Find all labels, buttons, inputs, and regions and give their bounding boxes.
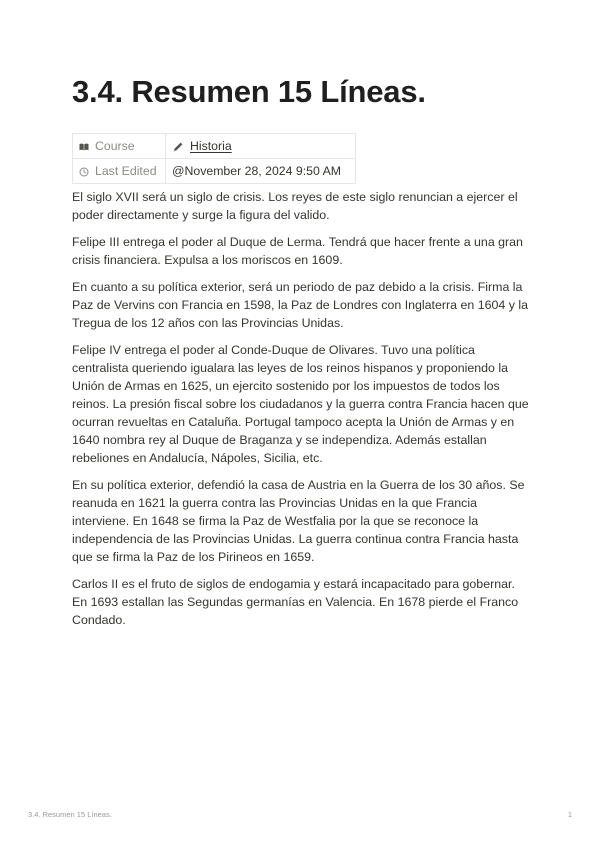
property-key-label: Last Edited xyxy=(95,164,157,178)
footer-title: 3.4. Resumen 15 Líneas. xyxy=(28,810,112,819)
book-icon xyxy=(79,143,89,151)
property-row-last-edited xyxy=(73,159,356,184)
property-key-label: Course xyxy=(95,139,135,153)
paragraph: Felipe III entrega el poder al Duque de Lerma. Tendrá que hacer frente a una gran crisis financiera. Expulsa a los moriscos en 1609. xyxy=(72,235,523,267)
course-link[interactable]: Historia xyxy=(190,139,232,153)
paragraph: El siglo XVII será un siglo de crisis. Los reyes de este siglo renuncian a ejercer el poder directamente y surge la figura del valido. xyxy=(72,190,518,222)
page-number: 1 xyxy=(567,810,572,819)
paragraph: Felipe IV entrega el poder al Conde-Duque de Olivares. Tuvo una política centralista queriendo igualara las leyes de los reinos hispanos y proponiendo la Unión de Armas en 1625, un ejercito sostenido por los impuestos de todos los reinos. La presión fiscal sobre los ciudadanos y la guerra contra Francia hacen que ocurran revueltas en Cataluña. Portugal tampoco acepta la Unión de Armas y en 1640 nombra rey al Duque de Braganza y se independiza. Además estallan rebeliones en Andalucía, Nápoles, Sicilia, etc. xyxy=(72,343,529,465)
property-row-course xyxy=(73,134,356,159)
pencil-icon xyxy=(172,141,184,153)
page-title: 3.4. Resumen 15 Líneas. xyxy=(72,74,426,109)
property-key-course xyxy=(73,134,166,159)
paragraph: Carlos II es el fruto de siglos de endogamia y estará incapacitado para gobernar. En 1693 estallan las Segundas germanías en Valencia. En 1678 pierde el Franco Condado. xyxy=(72,577,519,627)
property-value-last-edited: @November 28, 2024 9:50 AM xyxy=(166,159,356,184)
paragraph: En su política exterior, defendió la casa de Austria en la Guerra de los 30 años. Se reanuda en 1621 la guerra contra las Provincias Unidas en la que Francia interviene. En 1648 se firma la Paz de Westfalia por la que se reconoce la independencia de las Provincias Unidas. La guerra continua contra Francia hasta que se firma la Paz de los Pirineos en 1659. xyxy=(72,478,525,564)
clock-icon xyxy=(79,167,89,177)
property-value-course[interactable] xyxy=(166,134,356,159)
page-content xyxy=(72,188,532,638)
property-key-last-edited xyxy=(73,159,166,184)
properties-table xyxy=(72,133,356,184)
paragraph: En cuanto a su política exterior, será un periodo de paz debido a la crisis. Firma la Paz de Vervins con Francia en 1598, la Paz de Londres con Inglaterra en 1604 y la Tregua de los 12 años con las Provincias Unidas. xyxy=(72,280,528,330)
